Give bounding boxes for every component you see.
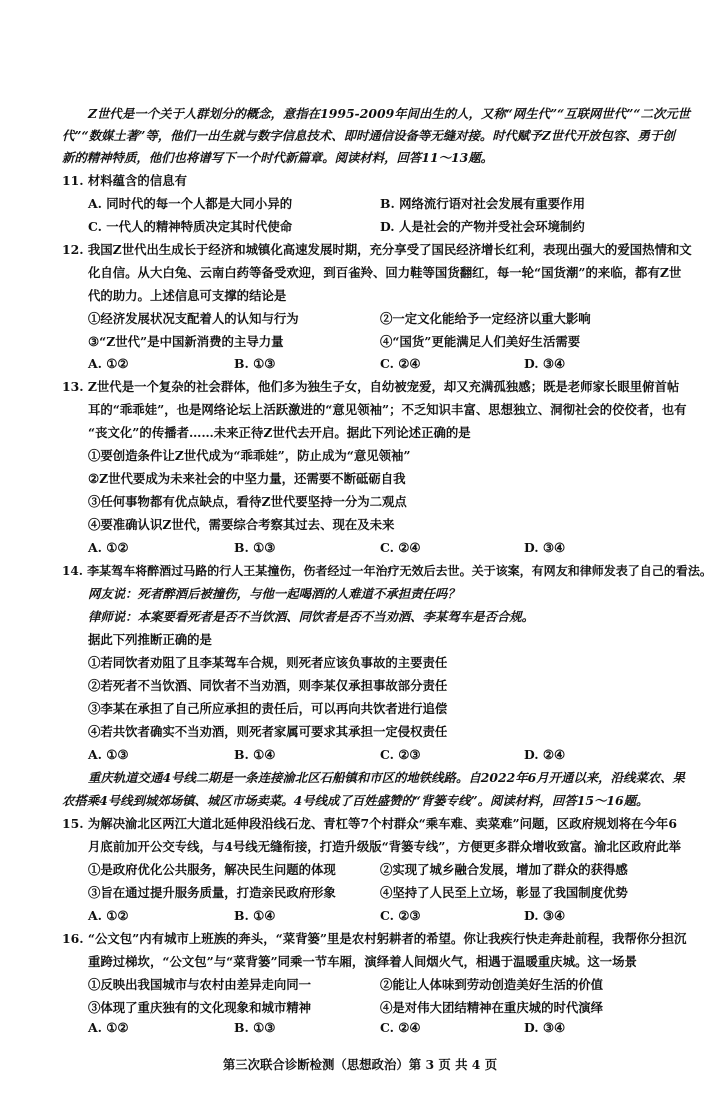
- q12-statement: ②一定文化能给予一定经济以重大影响: [380, 311, 591, 326]
- q13-statement: ②Z世代要成为未来社会的中坚力量，还需要不断砥砺自我: [88, 471, 406, 486]
- q15-statement: ①是政府优化公共服务，解决民生问题的体现: [88, 862, 336, 877]
- q14-lead: 据此下列推断正确的是: [88, 632, 212, 647]
- q12-option-d: D. ③④: [524, 356, 566, 371]
- q13-statement: ①要创造条件让Z世代成为“乖乖娃”，防止成为“意见领袖”: [88, 448, 411, 463]
- q11-stem: 11. 材料蕴含的信息有: [62, 173, 187, 188]
- q16-statement: ②能让人体味到劳动创造美好生活的价值: [380, 977, 604, 992]
- q12-option-a: A. ①②: [88, 356, 129, 371]
- q16-option-a: A. ①②: [88, 1020, 129, 1035]
- q15-stem-line: 月底前加开公交专线，与4号线无缝衔接，打造升级版“背篓专线”，方便更多群众增收致富。渝北区政府此举: [88, 839, 681, 854]
- q14-stem: 14. 李某驾车将醉酒过马路的行人王某撞伤，伤者经过一年治疗无效后去世。关于该案，有网友和律师发表了自己的看法。: [62, 564, 712, 578]
- q16-option-d: D. ③④: [524, 1020, 566, 1035]
- q13-option-a: A. ①②: [88, 540, 129, 555]
- q14-option-a: A. ①③: [88, 747, 129, 762]
- q16-option-c: C. ②④: [380, 1020, 421, 1035]
- q11-option-b: B. 网络流行语对社会发展有重要作用: [380, 196, 585, 211]
- q16-statement: ①反映出我国城市与农村由差异走向同一: [88, 977, 312, 992]
- q12-option-c: C. ②④: [380, 356, 421, 371]
- q13-stem-line: “丧文化”的传播者……未来正待Z世代去开启。据此下列论述正确的是: [88, 425, 471, 440]
- q13-statement: ④要准确认识Z世代，需要综合考察其过去、现在及未来: [88, 517, 395, 532]
- intro-paragraph-line: 新的精神特质，他们也将谱写下一个时代新篇章。阅读材料，回答11～13题。: [62, 150, 493, 165]
- q12-statement: ③“Z世代”是中国新消费的主导力量: [88, 334, 284, 349]
- q12-stem-line: 代的助力。上述信息可支撑的结论是: [88, 288, 287, 303]
- q15-stem-line: 15. 为解决渝北区两江大道北延伸段沿线石龙、青杠等7个村群众“乘车难、卖菜难”问题，区政府规划将在今年6: [62, 816, 677, 831]
- q16-statement: ③体现了重庆独有的文化现象和城市精神: [88, 1000, 312, 1015]
- q11-option-a: A. 同时代的每一个人都是大同小异的: [88, 196, 293, 211]
- q14-statement: ②若死者不当饮酒、同饮者不当劝酒，则李某仅承担事故部分责任: [88, 678, 448, 693]
- intro-paragraph-line: Z世代是一个关于人群划分的概念，意指在1995-2009年间出生的人，又称“网生代”“互联网世代”“二次元世: [88, 106, 691, 121]
- q12-stem-line: 化自信。从大白兔、云南白药等备受欢迎，到百雀羚、回力鞋等国货翻红，每一轮“国货潮”的来临，都有Z世: [88, 265, 682, 280]
- q15-statement: ③旨在通过提升服务质量，打造亲民政府形象: [88, 885, 336, 900]
- q12-statement: ①经济发展状况支配着人的认知与行为: [88, 311, 299, 326]
- q13-statement: ③任何事物都有优点缺点，看待Z世代要坚持一分为二观点: [88, 494, 407, 509]
- q14-option-d: D. ②④: [524, 747, 566, 762]
- q13-option-c: C. ②④: [380, 540, 421, 555]
- q14-statement: ①若同饮者劝阻了且李某驾车合规，则死者应该负事故的主要责任: [88, 655, 448, 670]
- q16-statement: ④是对伟大团结精神在重庆城的时代演绎: [380, 1000, 604, 1015]
- q13-stem-line: 13. Z世代是一个复杂的社会群体，他们多为独生子女，自幼被宠爱，却又充满孤独感；既是老师家长眼里俯首帖: [62, 379, 680, 394]
- q14-statement: ③李某在承担了自己所应承担的责任后，可以再向共饮者进行追偿: [88, 701, 448, 716]
- q16-stem-line: 16. “公文包”内有城市上班族的奔头，“菜背篓”里是农村躬耕者的希望。你让我疾行快走奔赴前程，我帮你分担沉: [62, 931, 687, 946]
- q14-option-b: B. ①④: [234, 747, 276, 762]
- intro-paragraph-line: 重庆轨道交通4号线二期是一条连接渝北区石船镇和市区的地铁线路。自2022年6月开通以来，沿线菜农、果: [88, 770, 685, 785]
- q13-stem-line: 耳的“乖乖娃”，也是网络论坛上活跃激进的“意见领袖”；不乏知识丰富、思想独立、洞彻社会的佼佼者，也有: [88, 402, 687, 417]
- q15-option-d: D. ③④: [524, 908, 566, 923]
- q15-statement: ④坚持了人民至上立场，彰显了我国制度优势: [380, 885, 628, 900]
- q14-lawyer-comment: 律师说：本案要看死者是否不当饮酒、同饮者是否不当劝酒、李某驾车是否合规。: [88, 609, 535, 624]
- q13-option-b: B. ①③: [234, 540, 276, 555]
- q16-option-b: B. ①③: [234, 1020, 276, 1035]
- q15-statement: ②实现了城乡融合发展，增加了群众的获得感: [380, 862, 628, 877]
- q11-option-d: D. 人是社会的产物并受社会环境制约: [380, 219, 585, 234]
- q16-stem-line: 重跨过梯坎，“公文包”与“菜背篓”同乘一节车厢，演绎着人间烟火气，相遇于温暖重庆城。这一场景: [88, 954, 637, 969]
- q12-stem-line: 12. 我国Z世代出生成长于经济和城镇化高速发展时期，充分享受了国民经济增长红利，表现出强大的爱国热情和文: [62, 242, 692, 257]
- q15-option-c: C. ②③: [380, 908, 421, 923]
- q14-statement: ④若共饮者确实不当劝酒，则死者家属可要求其承担一定侵权责任: [88, 724, 448, 739]
- q12-statement: ④“国货”更能满足人们美好生活需要: [380, 334, 581, 349]
- q11-option-c: C. 一代人的精神特质决定其时代使命: [88, 219, 293, 234]
- q12-option-b: B. ①③: [234, 356, 276, 371]
- intro-paragraph-line: 代”“数媒土著”等，他们一出生就与数字信息技术、即时通信设备等无缝对接。时代赋予Z世代开放包容、勇于创: [62, 128, 675, 143]
- q13-option-d: D. ③④: [524, 540, 566, 555]
- q14-netizen-comment: 网友说：死者醉酒后被撞伤，与他一起喝酒的人难道不承担责任吗？: [88, 586, 460, 601]
- page-footer: 第三次联合诊断检测（思想政治）第 3 页 共 4 页: [222, 1057, 498, 1072]
- q14-option-c: C. ②③: [380, 747, 421, 762]
- intro-paragraph-line: 农搭乘4号线到城郊场镇、城区市场卖菜。4号线成了百姓盛赞的“背篓专线”。阅读材料，回答15～16题。: [62, 793, 649, 808]
- q15-option-a: A. ①②: [88, 908, 129, 923]
- q15-option-b: B. ①④: [234, 908, 276, 923]
